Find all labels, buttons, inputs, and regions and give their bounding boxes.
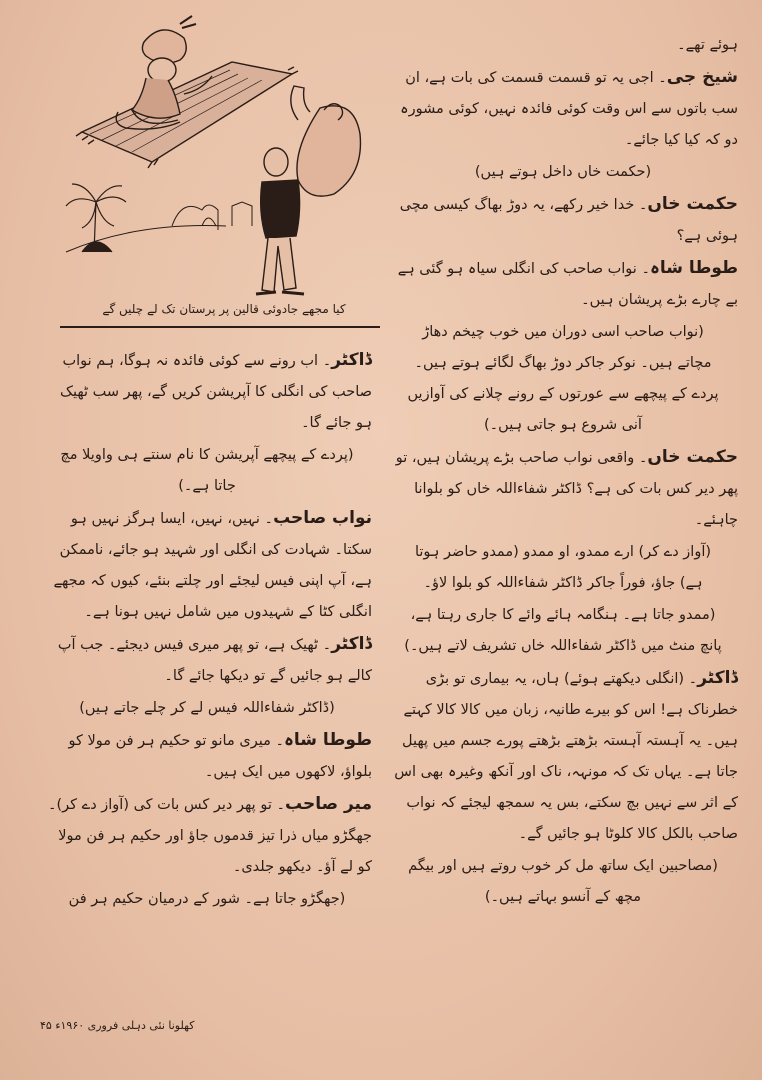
left-column	[42, 345, 372, 916]
standing-man-with-bundle	[256, 86, 360, 294]
line-text: (ممدو جاتا ہے۔ ہنگامہ ہائے وائے کا جاری رہتا ہے، پانچ منٹ میں ڈاکٹر شفاءاللہ خاں تشریف لاتے ہیں۔)	[404, 607, 722, 654]
dialogue-line	[388, 442, 738, 536]
line-text: (ڈاکٹر شفاءاللہ فیس لے کر چلے جاتے ہیں)	[79, 700, 335, 716]
page-footer: کھلونا نئی دہلی فروری ۱۹۶۰ء ۴۵	[40, 1019, 195, 1032]
palm-tree	[66, 184, 126, 252]
speaker-name: حکمت خاں	[647, 194, 738, 214]
line-text: (پردے کے پیچھے آپریشن کا نام سنتے ہی واویلا مچ جاتا ہے۔)	[60, 447, 354, 494]
speaker-name: طوطا شاہ	[283, 730, 372, 750]
speaker-name: ڈاکٹر	[331, 350, 372, 370]
speaker-name: ڈاکٹر	[697, 668, 738, 688]
line-text: (حکمت خاں داخل ہوتے ہیں)	[474, 164, 652, 180]
line-text: ۔ نہیں، نہیں، ایسا ہرگز نہیں ہو سکتا۔ شہادت کی انگلی اور شہید ہو جائے، ناممکن ہے، آپ اپنی فیس لیجئے اور چلتے بنئے، کیوں کہ مجھے انگلی کٹا کے شہیدوں میں شامل نہیں ہونا ہے۔	[53, 511, 372, 620]
stage-direction	[42, 693, 372, 724]
line-text: ۔ (انگلی دیکھتے ہوئے) ہاں، یہ بیماری تو بڑی خطرناک ہے! اس کو بیرے طانیہ، زبان میں کالا کالا کہتے ہیں۔ یہ آہستہ آہستہ بڑھتے بڑھتے پورے جسم میں پھیل جاتا ہے۔ یہاں تک کہ مونہہ، ناک اور آنکھ وغیرہ بھی اس کے اثر سے نہیں بچ سکتے، بس یہ سمجھ لیجئے کہ نواب صاحب بالکل کالا کلوٹا ہو جائیں گے۔	[394, 671, 738, 842]
line-text: ۔ خدا خیر رکھے، یہ دوڑ بھاگ کیسی مچی ہوئی ہے؟	[399, 197, 738, 244]
flying-carpet	[76, 62, 298, 168]
stage-direction	[388, 157, 738, 188]
line-text: ہوئے تھے۔	[677, 37, 738, 53]
dialogue-line	[388, 189, 738, 252]
dialogue-line	[388, 663, 738, 850]
dialogue-line	[42, 789, 372, 883]
line-text: (جھگڑو جاتا ہے۔ شور کے درمیان حکیم ہر فن	[68, 891, 346, 907]
line-text: (آواز دے کر) ارے ممدو، او ممدو (ممدو حاضر ہوتا ہے) جاؤ، فوراً جاکر ڈاکٹر شفاءاللہ کو بلوا لاؤ۔	[414, 544, 712, 591]
speaker-name: نواب صاحب	[273, 508, 372, 528]
line-text: ۔ میری مانو تو حکیم ہر فن مولا کو بلواؤ، لاکھوں میں ایک ہیں۔	[68, 733, 372, 780]
speaker-name: میر صاحب	[284, 794, 372, 814]
stage-direction	[42, 440, 372, 502]
dialogue-line	[42, 629, 372, 692]
dialogue-line	[42, 345, 372, 439]
line-text: ۔ تو پھر دیر کس بات کی (آواز دے کر)۔ جھگڑو میاں ذرا تیز قدموں جاؤ اور حکیم ہر فن مولا کو لے آؤ۔ دیکھو جلدی۔	[48, 797, 372, 875]
stage-direction	[388, 600, 738, 662]
speaker-name: ڈاکٹر	[331, 634, 372, 654]
line-text: (مصاحبین ایک ساتھ مل کر خوب روتے ہیں اور بیگم مچھ کے آنسو بہاتے ہیں۔)	[408, 858, 718, 905]
line-text: (نواب صاحب اسی دوران میں خوب چیخم دھاڑ مچاتے ہیں۔ نوکر جاکر دوڑ بھاگ لگائے ہوتے ہیں۔ پردے کے پیچھے سے عورتوں کے رونے چلانے کی آوازیں آنی شروع ہو جاتی ہیں۔)	[407, 324, 719, 433]
line-text: ۔ ٹھیک ہے، تو پھر میری فیس دیجئے۔ جب آپ کالے ہو جائیں گے تو دیکھا جائے گا۔	[57, 637, 372, 684]
stage-direction	[42, 884, 372, 915]
line-text: ۔ واقعی نواب صاحب بڑے پریشان ہیں، تو پھر دیر کس بات کی ہے؟ ڈاکٹر شفاءاللہ خاں کو بلوانا چاہئے۔	[395, 450, 738, 528]
dialogue-line	[388, 253, 738, 316]
right-column	[388, 30, 738, 914]
speaker-name: حکمت خاں	[647, 447, 738, 467]
line-text: ۔ نواب صاحب کی انگلی سیاہ ہو گئی ہے بے چارے بڑے پریشان ہیں۔	[397, 261, 738, 308]
line-text: ۔ اب رونے سے کوئی فائدہ نہ ہوگا، ہم نواب صاحب کی انگلی کا آپریشن کریں گے، پھر سب ٹھیک ہو جائے گا۔	[60, 353, 372, 431]
stage-direction	[388, 537, 738, 599]
stage-direction	[388, 851, 738, 913]
illustration-caption: کیا مجھے جادوئی قالین پر پرستان تک لے چلیں گے	[102, 302, 346, 316]
dialogue-line	[42, 503, 372, 628]
speaker-name: طوطا شاہ	[649, 258, 738, 278]
dialogue-line	[388, 62, 738, 156]
line-text: ۔ اجی یہ تو قسمت قسمت کی بات ہے، ان سب باتوں سے اس وقت کوئی فائدہ نہیں، کوئی مشورہ دو کہ کیا کیا جائے۔	[400, 70, 738, 148]
magic-carpet-illustration	[62, 12, 384, 310]
divider-rule	[60, 326, 380, 328]
dialogue-line	[388, 30, 738, 61]
dialogue-line	[42, 725, 372, 788]
speaker-name: شیخ جی	[666, 67, 738, 87]
stage-direction	[388, 317, 738, 441]
